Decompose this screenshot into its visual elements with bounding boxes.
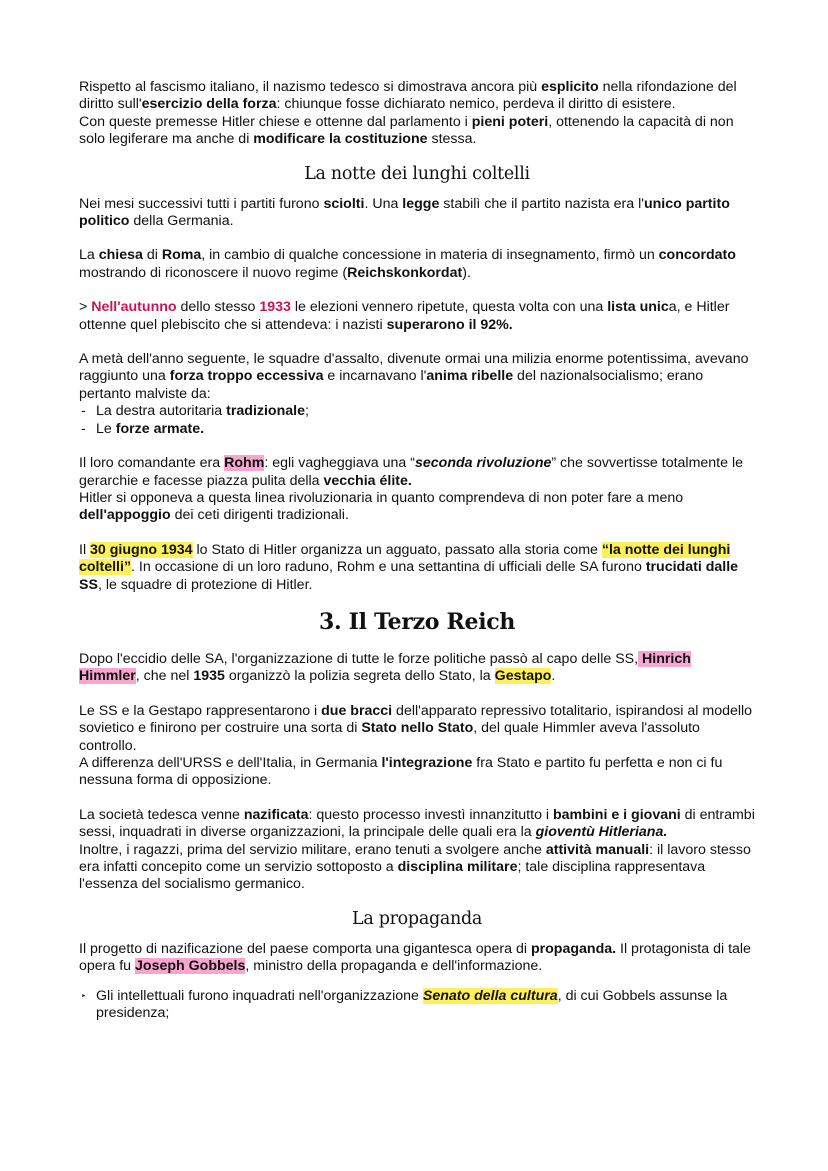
list-item: - La destra autoritaria tradizionale;	[79, 403, 755, 420]
paragraph: La società tedesca venne nazificata: questo processo investì innanzitutto i bambini e i giovani di entrambi sessi, inquadrati in diverse organizzazioni, la principale delle quali era la gioventù Hitleriana.	[79, 806, 755, 841]
paragraph: A metà dell'anno seguente, le squadre d'assalto, divenute ormai una milizia enorme potentissima, avevano raggiunto una forza troppo eccessiva e incarnavano l'anima ribelle del nazionalsocialismo; erano pertanto malviste da:	[79, 351, 749, 402]
section-heading: La notte dei lunghi coltelli	[304, 163, 530, 184]
chapter-heading: 3. Il Terzo Reich	[318, 608, 516, 635]
paragraph: Il progetto di nazificazione del paese comporta una gigantesca opera di propaganda. Il protagonista di tale opera fu Joseph Gobbels, ministro della propaganda e dell'informazione.	[79, 940, 751, 975]
paragraph: Nei mesi successivi tutti i partiti furono sciolti. Una legge stabilì che il partito nazista era l'unico partito politico della Germania.	[79, 195, 730, 230]
document-page	[79, 79, 755, 1022]
paragraph: Le SS e la Gestapo rappresentarono i due bracci dell'apparato repressivo totalitario, ispirandosi al modello sovietico e finirono per costruire una sorta di Stato nello Stato, del quale Himmler aveva l'assoluto controllo.	[79, 702, 753, 754]
paragraph: La chiesa di Roma, in cambio di qualche concessione in materia di insegnamento, firmò un concordato mostrando di riconoscere il nuovo regime (Reichskonkordat).	[79, 247, 736, 281]
list-item: ‣ Gli intellettuali furono inquadrati nell'organizzazione Senato della cultura, di cui Gobbels assunse la presidenza;	[81, 987, 728, 1022]
paragraph: Hitler si opponeva a questa linea rivoluzionaria in quanto comprendeva di non poter fare a meno dell'appoggio dei ceti dirigenti tradizionali.	[79, 489, 684, 524]
paragraph: Il 30 giugno 1934 lo Stato di Hitler organizza un agguato, passato alla storia come “la notte dei lunghi coltelli”. In occasione di un loro raduno, Rohm e una settantina di ufficiali delle SA furono trucidati dalle SS, le squadre di protezione di Hitler.	[79, 541, 739, 593]
paragraph: Inoltre, i ragazzi, prima del servizio militare, erano tenuti a svolgere anche attività manuali: il lavoro stesso era infatti concepito come un servizio sottoposto a disciplina militare; tale disciplina rappresentava l'essenza del socialismo germanico.	[79, 841, 751, 893]
paragraph: > Nell'autunno dello stesso 1933 le elezioni vennero ripetute, questa volta con una lista unica, e Hitler ottenne quel plebiscito che si attendeva: i nazisti superarono il 92%.	[79, 299, 730, 333]
paragraph: Dopo l'eccidio delle SA, l'organizzazione di tutte le forze politiche passò al capo delle SS, Hinrich Himmler, che nel 1935 organizzò la polizia segreta dello Stato, la Gestapo.	[79, 650, 691, 685]
list-item: - Le forze armate.	[79, 421, 755, 438]
paragraph: A differenza dell'URSS e dell'Italia, in Germania l'integrazione fra Stato e partito fu perfetta e non ci fu nessuna forma di opposizione.	[79, 754, 723, 789]
bullet-list	[79, 988, 755, 1023]
paragraph: Il loro comandante era Rohm: egli vagheggiava una “seconda rivoluzione” che sovvertisse totalmente le gerarchie e facesse piazza pulita della vecchia élite.	[79, 455, 743, 489]
section-heading: La propaganda	[352, 908, 482, 929]
bullet-icon: ‣	[81, 990, 87, 1001]
paragraph: Rispetto al fascismo italiano, il nazismo tedesco si dimostrava ancora più esplicito nella rifondazione del diritto sull'esercizio della forza: chiunque fosse dichiarato nemico, perdeva il diritto di esistere.	[79, 79, 737, 113]
paragraph: Con queste premesse Hitler chiese e ottenne dal parlamento i pieni poteri, ottenendo la capacità di non solo legiferare ma anche di modificare la costituzione stessa.	[79, 113, 734, 148]
dash-list	[79, 403, 755, 438]
